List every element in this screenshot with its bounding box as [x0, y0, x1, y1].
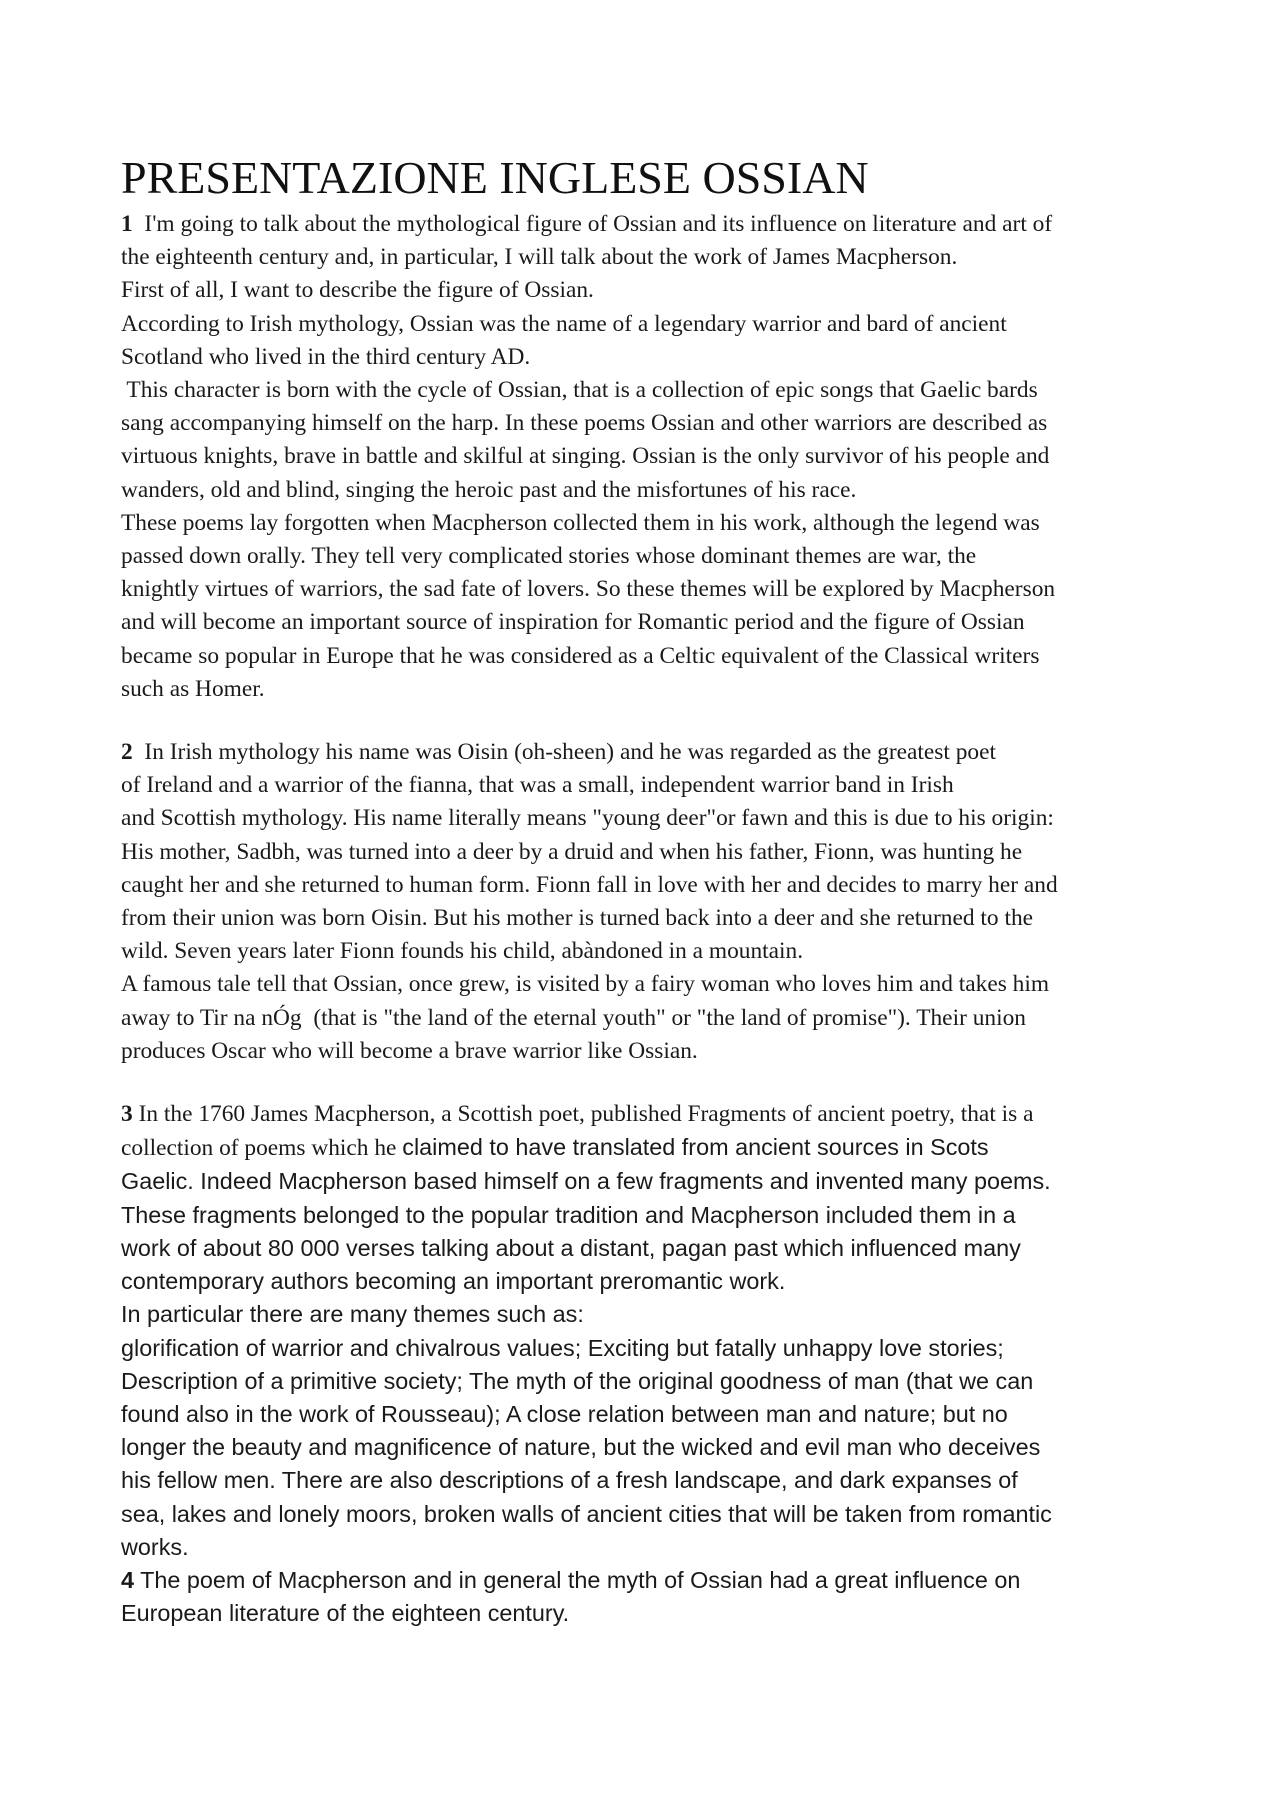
- section-1-line: virtuous knights, brave in battle and skilful at singing. Ossian is the only survivor of his people and: [121, 443, 1050, 470]
- section-3-line: his fellow men. There are also descriptions of a fresh landscape, and dark expanses of: [121, 1467, 1018, 1494]
- section-3-line: These fragments belonged to the popular tradition and Macpherson included them in a: [121, 1201, 1016, 1228]
- section-1-text: I'm going to talk about the mythological figure of Ossian and its influence on literature and art of: [144, 211, 1053, 237]
- section-2-line: and Scottish mythology. His name literally means "young deer"or fawn and this is due to his origin:: [121, 805, 1054, 832]
- section-3-sans-fragment: claimed to have translated from ancient sources in Scots: [402, 1134, 989, 1161]
- section-3-line: Gaelic. Indeed Macpherson based himself on a few fragments and invented many poems.: [121, 1168, 1051, 1195]
- section-3-line: longer the beauty and magnificence of nature, but the wicked and evil man who deceives: [121, 1434, 1041, 1461]
- section-3-line: glorification of warrior and chivalrous values; Exciting but fatally unhappy love stories;: [121, 1334, 1004, 1361]
- section-4-number: 4: [121, 1566, 135, 1593]
- section-1-line: the eighteenth century and, in particular, I will talk about the work of James Macpherson.: [121, 244, 958, 271]
- section-3-line: [121, 1098, 1171, 1131]
- section-1-line: [121, 208, 1171, 241]
- section-1-line: These poems lay forgotten when Macpherson collected them in his work, although the legend was: [121, 509, 1040, 536]
- section-2: [121, 736, 1171, 1068]
- section-4-line: [121, 1564, 1171, 1597]
- section-1-number: 1: [121, 211, 133, 237]
- section-2-line: produces Oscar who will become a brave warrior like Ossian.: [121, 1037, 698, 1064]
- section-1: [121, 208, 1171, 706]
- paragraph-spacer: [121, 706, 1171, 736]
- section-3-line: works.: [121, 1533, 189, 1560]
- section-3-number: 3: [121, 1101, 133, 1128]
- section-1-line: passed down orally. They tell very complicated stories whose dominant themes are war, the: [121, 543, 977, 570]
- section-2-line: of Ireland and a warrior of the fianna, that was a small, independent warrior band in Irish: [121, 772, 954, 799]
- section-1-line: wanders, old and blind, singing the heroic past and the misfortunes of his race.: [121, 476, 857, 503]
- section-3-line: work of about 80 000 verses talking about a distant, pagan past which influenced many: [121, 1234, 1021, 1261]
- section-2-line: [121, 736, 1171, 769]
- section-3: [121, 1098, 1171, 1564]
- section-2-line: away to Tir na nÓg (that is "the land of the eternal youth" or "the land of promise"). Their union: [121, 1004, 1026, 1031]
- section-1-line: knightly virtues of warriors, the sad fate of lovers. So these themes will be explored by Macpherson: [121, 576, 1056, 603]
- section-3-line: found also in the work of Rousseau); A close relation between man and nature; but no: [121, 1400, 1008, 1427]
- section-3-serif-fragment: collection of poems which he: [121, 1135, 403, 1162]
- section-2-line: wild. Seven years later Fionn founds his child, abàndoned in a mountain.: [121, 938, 804, 965]
- section-1-line: First of all, I want to describe the figure of Ossian.: [121, 277, 594, 304]
- section-1-line: sang accompanying himself on the harp. In these poems Ossian and other warriors are described as: [121, 410, 1048, 437]
- document-body: [121, 150, 1171, 1630]
- section-2-line: A famous tale tell that Ossian, once grew, is visited by a fairy woman who loves him and takes him: [121, 971, 1050, 998]
- section-4-text: The poem of Macpherson and in general the myth of Ossian had a great influence on: [140, 1566, 1021, 1593]
- section-1-line: This character is born with the cycle of Ossian, that is a collection of epic songs that Gaelic bards: [121, 377, 1038, 404]
- section-2-text: In Irish mythology his name was Oisin (oh-sheen) and he was regarded as the greatest poet: [144, 739, 996, 766]
- section-3-line: sea, lakes and lonely moors, broken walls of ancient cities that will be taken from romantic: [121, 1500, 1052, 1527]
- section-1-line: and will become an important source of inspiration for Romantic period and the figure of Ossian: [121, 609, 1025, 636]
- section-1-line: became so popular in Europe that he was considered as a Celtic equivalent of the Classical writers: [121, 642, 1040, 669]
- section-1-line: Scotland who lived in the third century AD.: [121, 343, 531, 370]
- section-3-text: In the 1760 James Macpherson, a Scottish poet, published Fragments of ancient poetry, that is a: [138, 1101, 1034, 1128]
- section-4-line: European literature of the eighteen century.: [121, 1600, 570, 1627]
- section-1-line: such as Homer.: [121, 675, 265, 702]
- section-2-line: His mother, Sadbh, was turned into a deer by a druid and when his father, Fionn, was hunting he: [121, 838, 1023, 865]
- section-1-line: According to Irish mythology, Ossian was the name of a legendary warrior and bard of ancient: [121, 310, 1007, 337]
- document-title: PRESENTAZIONE INGLESE OSSIAN: [121, 152, 869, 203]
- section-3-line: In particular there are many themes such as:: [121, 1301, 584, 1328]
- paragraph-spacer: [121, 1068, 1171, 1098]
- section-2-line: from their union was born Oisin. But his mother is turned back into a deer and she returned to the: [121, 905, 1034, 932]
- section-4: [121, 1564, 1171, 1630]
- section-3-line: contemporary authors becoming an important preromantic work.: [121, 1268, 786, 1295]
- section-2-number: 2: [121, 739, 133, 766]
- section-2-line: caught her and she returned to human form. Fionn fall in love with her and decides to marry her and: [121, 871, 1058, 898]
- section-3-line: [121, 1131, 1171, 1165]
- section-3-line: Description of a primitive society; The myth of the original goodness of man (that we can: [121, 1367, 1034, 1394]
